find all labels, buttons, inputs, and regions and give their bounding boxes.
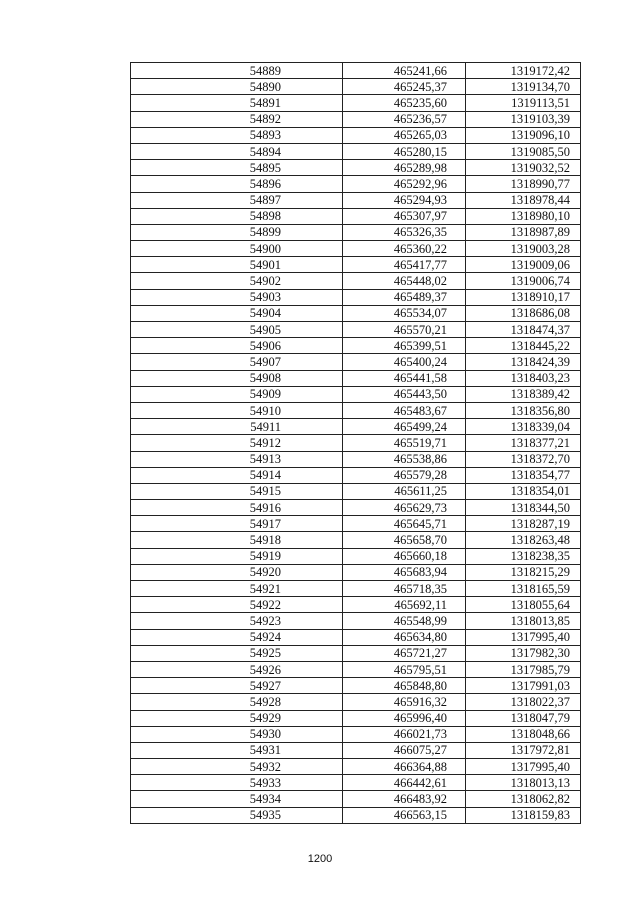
- y-coordinate-cell: 1318474,37: [466, 322, 581, 338]
- table-row: [131, 224, 581, 240]
- x-coordinate-cell: 465658,70: [343, 532, 466, 548]
- y-coordinate-cell: 1318165,59: [466, 581, 581, 597]
- point-number-cell: 54916: [131, 500, 343, 516]
- y-coordinate-cell: 1317985,79: [466, 661, 581, 677]
- point-number-cell: 54927: [131, 678, 343, 694]
- x-coordinate-cell: 466442,61: [343, 775, 466, 791]
- point-number-cell: 54913: [131, 451, 343, 467]
- y-coordinate-cell: 1317972,81: [466, 742, 581, 758]
- x-coordinate-cell: 465294,93: [343, 192, 466, 208]
- coordinates-table: [130, 62, 581, 824]
- point-number-cell: 54921: [131, 581, 343, 597]
- point-number-cell: 54932: [131, 759, 343, 775]
- point-number-cell: 54906: [131, 338, 343, 354]
- table-row: [131, 564, 581, 580]
- table-row: [131, 483, 581, 499]
- x-coordinate-cell: 465417,77: [343, 257, 466, 273]
- table-row: [131, 419, 581, 435]
- table-row: [131, 807, 581, 823]
- table-row: [131, 273, 581, 289]
- y-coordinate-cell: 1318403,23: [466, 370, 581, 386]
- x-coordinate-cell: 465721,27: [343, 645, 466, 661]
- x-coordinate-cell: 465634,80: [343, 629, 466, 645]
- table-row: [131, 581, 581, 597]
- y-coordinate-cell: 1318686,08: [466, 305, 581, 321]
- y-coordinate-cell: 1319096,10: [466, 127, 581, 143]
- point-number-cell: 54917: [131, 516, 343, 532]
- table-row: [131, 613, 581, 629]
- table-row: [131, 160, 581, 176]
- table-row: [131, 402, 581, 418]
- table-row: [131, 95, 581, 111]
- x-coordinate-cell: 465399,51: [343, 338, 466, 354]
- y-coordinate-cell: 1318062,82: [466, 791, 581, 807]
- point-number-cell: 54911: [131, 419, 343, 435]
- table-row: [131, 597, 581, 613]
- table-row: [131, 338, 581, 354]
- y-coordinate-cell: 1318339,04: [466, 419, 581, 435]
- point-number-cell: 54890: [131, 79, 343, 95]
- x-coordinate-cell: 465499,24: [343, 419, 466, 435]
- x-coordinate-cell: 465400,24: [343, 354, 466, 370]
- point-number-cell: 54891: [131, 95, 343, 111]
- point-number-cell: 54931: [131, 742, 343, 758]
- y-coordinate-cell: 1318978,44: [466, 192, 581, 208]
- point-number-cell: 54902: [131, 273, 343, 289]
- x-coordinate-cell: 465996,40: [343, 710, 466, 726]
- x-coordinate-cell: 466563,15: [343, 807, 466, 823]
- point-number-cell: 54910: [131, 402, 343, 418]
- table-row: [131, 775, 581, 791]
- table-row: [131, 322, 581, 338]
- y-coordinate-cell: 1318048,66: [466, 726, 581, 742]
- y-coordinate-cell: 1319172,42: [466, 63, 581, 79]
- x-coordinate-cell: 466075,27: [343, 742, 466, 758]
- y-coordinate-cell: 1318055,64: [466, 597, 581, 613]
- table-row: [131, 726, 581, 742]
- table-row: [131, 386, 581, 402]
- table-row: [131, 192, 581, 208]
- table-row: [131, 79, 581, 95]
- y-coordinate-cell: 1318424,39: [466, 354, 581, 370]
- x-coordinate-cell: 465611,25: [343, 483, 466, 499]
- point-number-cell: 54892: [131, 111, 343, 127]
- y-coordinate-cell: 1317995,40: [466, 759, 581, 775]
- table-row: [131, 241, 581, 257]
- y-coordinate-cell: 1318238,35: [466, 548, 581, 564]
- table-row: [131, 257, 581, 273]
- x-coordinate-cell: 465570,21: [343, 322, 466, 338]
- x-coordinate-cell: 465448,02: [343, 273, 466, 289]
- point-number-cell: 54893: [131, 127, 343, 143]
- point-number-cell: 54900: [131, 241, 343, 257]
- x-coordinate-cell: 465489,37: [343, 289, 466, 305]
- x-coordinate-cell: 466364,88: [343, 759, 466, 775]
- x-coordinate-cell: 465795,51: [343, 661, 466, 677]
- x-coordinate-cell: 465548,99: [343, 613, 466, 629]
- point-number-cell: 54923: [131, 613, 343, 629]
- point-number-cell: 54896: [131, 176, 343, 192]
- y-coordinate-cell: 1318022,37: [466, 694, 581, 710]
- point-number-cell: 54899: [131, 224, 343, 240]
- x-coordinate-cell: 465538,86: [343, 451, 466, 467]
- y-coordinate-cell: 1318354,77: [466, 467, 581, 483]
- x-coordinate-cell: 465292,96: [343, 176, 466, 192]
- x-coordinate-cell: 465443,50: [343, 386, 466, 402]
- x-coordinate-cell: 465280,15: [343, 143, 466, 159]
- table-row: [131, 435, 581, 451]
- y-coordinate-cell: 1318354,01: [466, 483, 581, 499]
- table-row: [131, 467, 581, 483]
- point-number-cell: 54894: [131, 143, 343, 159]
- table-row: [131, 694, 581, 710]
- y-coordinate-cell: 1317982,30: [466, 645, 581, 661]
- y-coordinate-cell: 1319085,50: [466, 143, 581, 159]
- point-number-cell: 54933: [131, 775, 343, 791]
- table-row: [131, 63, 581, 79]
- x-coordinate-cell: 465629,73: [343, 500, 466, 516]
- point-number-cell: 54926: [131, 661, 343, 677]
- point-number-cell: 54895: [131, 160, 343, 176]
- table-row: [131, 710, 581, 726]
- table-row: [131, 678, 581, 694]
- table-row: [131, 629, 581, 645]
- x-coordinate-cell: 465660,18: [343, 548, 466, 564]
- point-number-cell: 54903: [131, 289, 343, 305]
- table-row: [131, 176, 581, 192]
- y-coordinate-cell: 1318215,29: [466, 564, 581, 580]
- y-coordinate-cell: 1319134,70: [466, 79, 581, 95]
- table-row: [131, 289, 581, 305]
- y-coordinate-cell: 1317995,40: [466, 629, 581, 645]
- y-coordinate-cell: 1318377,21: [466, 435, 581, 451]
- x-coordinate-cell: 465718,35: [343, 581, 466, 597]
- point-number-cell: 54904: [131, 305, 343, 321]
- y-coordinate-cell: 1318047,79: [466, 710, 581, 726]
- point-number-cell: 54929: [131, 710, 343, 726]
- x-coordinate-cell: 465326,35: [343, 224, 466, 240]
- point-number-cell: 54912: [131, 435, 343, 451]
- x-coordinate-cell: 465848,80: [343, 678, 466, 694]
- x-coordinate-cell: 465579,28: [343, 467, 466, 483]
- table-row: [131, 354, 581, 370]
- table-row: [131, 500, 581, 516]
- y-coordinate-cell: 1318990,77: [466, 176, 581, 192]
- y-coordinate-cell: 1318372,70: [466, 451, 581, 467]
- x-coordinate-cell: 465645,71: [343, 516, 466, 532]
- coordinates-table-body: [131, 63, 581, 824]
- point-number-cell: 54919: [131, 548, 343, 564]
- point-number-cell: 54897: [131, 192, 343, 208]
- point-number-cell: 54905: [131, 322, 343, 338]
- x-coordinate-cell: 465289,98: [343, 160, 466, 176]
- y-coordinate-cell: 1319009,06: [466, 257, 581, 273]
- y-coordinate-cell: 1318263,48: [466, 532, 581, 548]
- table-row: [131, 548, 581, 564]
- point-number-cell: 54928: [131, 694, 343, 710]
- y-coordinate-cell: 1318910,17: [466, 289, 581, 305]
- point-number-cell: 54914: [131, 467, 343, 483]
- x-coordinate-cell: 465241,66: [343, 63, 466, 79]
- point-number-cell: 54934: [131, 791, 343, 807]
- x-coordinate-cell: 465236,57: [343, 111, 466, 127]
- table-row: [131, 451, 581, 467]
- y-coordinate-cell: 1319103,39: [466, 111, 581, 127]
- y-coordinate-cell: 1319006,74: [466, 273, 581, 289]
- x-coordinate-cell: 465683,94: [343, 564, 466, 580]
- y-coordinate-cell: 1318987,89: [466, 224, 581, 240]
- y-coordinate-cell: 1318356,80: [466, 402, 581, 418]
- point-number-cell: 54922: [131, 597, 343, 613]
- point-number-cell: 54924: [131, 629, 343, 645]
- y-coordinate-cell: 1319032,52: [466, 160, 581, 176]
- y-coordinate-cell: 1318980,10: [466, 208, 581, 224]
- point-number-cell: 54930: [131, 726, 343, 742]
- x-coordinate-cell: 465360,22: [343, 241, 466, 257]
- table-row: [131, 516, 581, 532]
- table-row: [131, 759, 581, 775]
- point-number-cell: 54935: [131, 807, 343, 823]
- point-number-cell: 54909: [131, 386, 343, 402]
- x-coordinate-cell: 465692,11: [343, 597, 466, 613]
- y-coordinate-cell: 1318389,42: [466, 386, 581, 402]
- x-coordinate-cell: 465916,32: [343, 694, 466, 710]
- x-coordinate-cell: 465483,67: [343, 402, 466, 418]
- point-number-cell: 54898: [131, 208, 343, 224]
- y-coordinate-cell: 1319113,51: [466, 95, 581, 111]
- table-row: [131, 208, 581, 224]
- table-row: [131, 111, 581, 127]
- x-coordinate-cell: 465265,03: [343, 127, 466, 143]
- y-coordinate-cell: 1318159,83: [466, 807, 581, 823]
- point-number-cell: 54925: [131, 645, 343, 661]
- table-row: [131, 305, 581, 321]
- point-number-cell: 54889: [131, 63, 343, 79]
- y-coordinate-cell: 1318013,13: [466, 775, 581, 791]
- table-row: [131, 791, 581, 807]
- x-coordinate-cell: 465534,07: [343, 305, 466, 321]
- point-number-cell: 54907: [131, 354, 343, 370]
- x-coordinate-cell: 466021,73: [343, 726, 466, 742]
- point-number-cell: 54908: [131, 370, 343, 386]
- point-number-cell: 54918: [131, 532, 343, 548]
- y-coordinate-cell: 1318445,22: [466, 338, 581, 354]
- x-coordinate-cell: 466483,92: [343, 791, 466, 807]
- y-coordinate-cell: 1318013,85: [466, 613, 581, 629]
- y-coordinate-cell: 1319003,28: [466, 241, 581, 257]
- table-row: [131, 370, 581, 386]
- table-row: [131, 143, 581, 159]
- table-row: [131, 661, 581, 677]
- y-coordinate-cell: 1318344,50: [466, 500, 581, 516]
- table-row: [131, 127, 581, 143]
- table-row: [131, 532, 581, 548]
- table-row: [131, 742, 581, 758]
- y-coordinate-cell: 1318287,19: [466, 516, 581, 532]
- point-number-cell: 54901: [131, 257, 343, 273]
- x-coordinate-cell: 465307,97: [343, 208, 466, 224]
- x-coordinate-cell: 465519,71: [343, 435, 466, 451]
- point-number-cell: 54920: [131, 564, 343, 580]
- y-coordinate-cell: 1317991,03: [466, 678, 581, 694]
- x-coordinate-cell: 465441,58: [343, 370, 466, 386]
- table-row: [131, 645, 581, 661]
- point-number-cell: 54915: [131, 483, 343, 499]
- page-number: 1200: [307, 853, 333, 865]
- x-coordinate-cell: 465235,60: [343, 95, 466, 111]
- x-coordinate-cell: 465245,37: [343, 79, 466, 95]
